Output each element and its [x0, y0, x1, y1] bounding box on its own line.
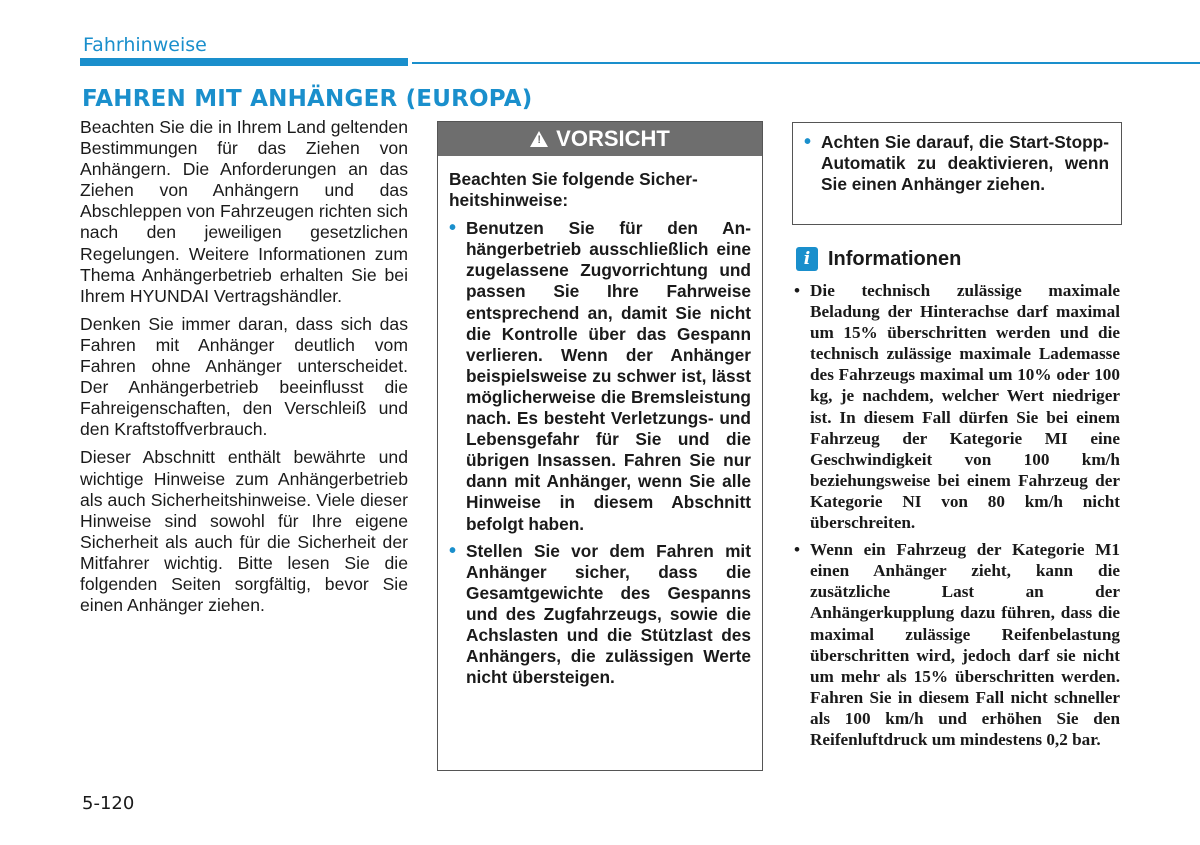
caution-heading: VORSICHT	[556, 126, 670, 151]
info-header	[796, 247, 961, 271]
info-title: Informationen	[828, 247, 962, 270]
info-icon: i	[796, 247, 818, 271]
page-title: FAHREN MIT ANHÄNGER (EUROPA)	[82, 86, 533, 112]
caution-item: • Benutzen Sie für den Anhängerbetrieb ausschließlich eine zugelassene Zugvorrichtung und passen Sie Ihre Fahrweise entsprechend an, damit Sie nicht die Kontrolle über das Gespann verlieren. Wenn der Anhänger beispielsweise zu schwer ist, lässt möglicherweise die Bremsleistung nach. Es besteht Verletzungs- und Lebensgefahr für Sie und die übrigen Insassen. Fahren Sie nur dann mit Anhänger, wenn Sie alle Hinweise in diesem Abschnitt befolgt haben.	[449, 218, 751, 534]
info-item: • Die technisch zulässige maximale Beladung der Hinterachse darf maximal um 15% überschritten werden und die technisch zulässige maximale Lademasse des Fahrzeugs maximal um 10% oder 100 kg, je nachdem, welcher Wert niedriger ist. In diesem Fall dürfen Sie bei einem Fahrzeug der Kategorie MI eine Geschwindigkeit von 100 km/h beziehungsweise bei einem Fahrzeug der Kategorie NI von 80 km/h nicht überschreiten.	[792, 280, 1120, 533]
intro-paragraph: Denken Sie immer daran, dass sich das Fahren mit Anhänger deutlich vom Fahren ohne Anhänger unterscheidet. Der Anhängerbetrieb beeinflusst die Fahreigenschaften, den Verschleiß und den Kraftstoffverbrauch.	[80, 313, 408, 440]
note-item: • Achten Sie darauf, die Start-Stopp-Automatik zu deaktivieren, wenn Sie einen Anhänger ziehen.	[804, 132, 1109, 195]
caution-intro: Beachten Sie folgende Sicherheitshinweise:	[449, 169, 698, 211]
warning-triangle-icon: !	[530, 131, 548, 147]
caution-box	[437, 121, 763, 771]
note-box	[792, 122, 1122, 225]
caution-header	[438, 122, 762, 156]
caution-body	[438, 156, 762, 688]
page-number: 5-120	[82, 793, 135, 814]
intro-paragraph: Beachten Sie die in Ihrem Land geltenden Bestimmungen für das Ziehen von Anhängern. Die Anforderungen an das Ziehen von Anhängern und das Abschleppen von Fahrzeugen richten sich nach den jeweiligen gesetzlichen Regelungen. Weitere Informationen zum Thema Anhängerbetrieb erhalten Sie bei Ihrem HYUNDAI Vertragshändler.	[80, 117, 408, 306]
caution-item: • Stellen Sie vor dem Fahren mit Anhänger sicher, dass die Gesamtgewichte des Gespanns und des Zugfahrzeugs, sowie die Achslasten und die Stützlast des Anhängers, die zulässigen Werte nicht übersteigen.	[449, 541, 751, 689]
info-list	[792, 280, 1120, 756]
info-item: • Wenn ein Fahrzeug der Kategorie M1 einen Anhänger zieht, kann die zusätzliche Last an der Anhängerkupplung dazu führen, dass die maximal zulässige Reifenbelastung überschritten wird, jedoch darf sie nicht um mehr als 15% überschritten werden. Fahren Sie in diesem Fall nicht schneller als 100 km/h und erhöhen Sie den Reifenluftdruck um mindestens 0,2 bar.	[792, 539, 1120, 750]
section-rule-thin	[412, 62, 1200, 64]
section-label: Fahrhinweise	[83, 34, 207, 56]
section-rule-thick	[80, 58, 408, 66]
intro-paragraph: Dieser Abschnitt enthält bewährte und wichtige Hinweise zum Anhängerbetrieb als auch Sicherheitshinweise. Viele dieser Hinweise sind sowohl für Ihre eigene Sicherheit als auch für die Sicherheit der Mitfahrer wichtig. Bitte lesen Sie die folgenden Seiten sorgfältig, bevor Sie einen Anhänger ziehen.	[80, 447, 408, 616]
caution-list	[449, 218, 751, 688]
intro-column	[80, 117, 408, 623]
